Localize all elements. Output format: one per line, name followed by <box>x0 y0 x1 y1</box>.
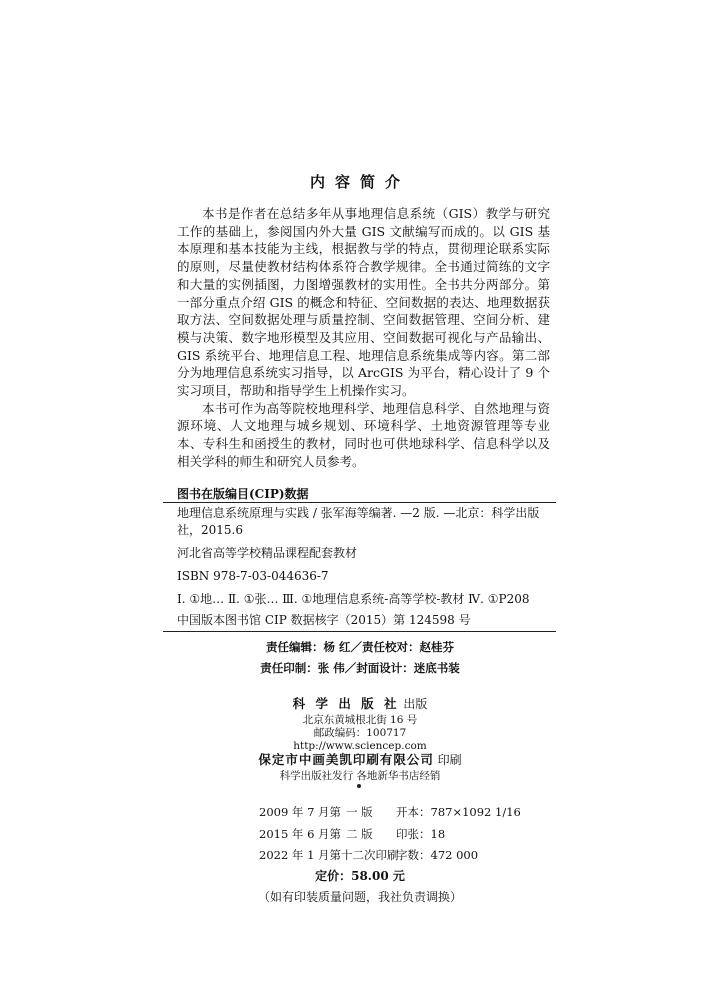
cip-series: 河北省高等学校精品课程配套教材 <box>177 546 358 560</box>
credits-editors: 责任编辑：杨 红／责任校对：赵桂芬 <box>265 640 454 654</box>
publisher-postcode: 邮政编码：100717 <box>313 727 407 739</box>
credits-production: 责任印制：张 伟／封面设计：迷底书装 <box>260 661 460 675</box>
printer-line <box>0 753 720 767</box>
cip-divider-bottom <box>163 631 556 632</box>
cip-divider-top <box>163 502 556 503</box>
publisher-name: 科 学 出 版 社 <box>292 696 400 711</box>
cip-record: 地理信息系统原理与实践 / 张军海等编著. —2 版. —北京：科学出版社，2015.6 <box>177 506 540 537</box>
edition-date: 2009 年 7 月第 <box>259 805 342 819</box>
page-title: 内容简介 <box>309 173 410 191</box>
printer-name: 保定市中画美凯印刷有限公司 <box>258 752 434 767</box>
edition-detail: 开本：787×1092 1/16 <box>396 805 521 819</box>
cip-isbn: ISBN 978-7-03-044636-7 <box>177 569 329 583</box>
summary-paragraph-2: 本书可作为高等院校地理科学、地理信息科学、自然地理与资源环境、人文地理与城乡规划、环境科学、土地资源管理等专业本、专科生和函授生的教材，同时也可供地球科学、信息科学以及相关学科的师生和研究人员参考。 <box>177 400 550 469</box>
quality-note: （如有印装质量问题，我社负责调换） <box>257 890 462 904</box>
distribution-line: 科学出版社发行 各地新华书店经销 <box>279 770 441 782</box>
cip-subjects: Ⅰ. ①地… Ⅱ. ①张… Ⅲ. ①地理信息系统-高等学校-教材 Ⅳ. ①P208 <box>177 592 530 606</box>
edition-row <box>259 847 566 863</box>
edition-detail: 印张：18 <box>396 827 446 841</box>
edition-row <box>259 826 566 842</box>
edition-label: 二 版 <box>346 827 373 841</box>
publisher-url: http://www.sciencep.com <box>293 740 427 752</box>
edition-row <box>259 804 566 820</box>
price: 定价：58.00 元 <box>315 869 405 883</box>
edition-detail: 字数：472 000 <box>396 848 479 862</box>
cip-check-number: 中国版本图书馆 CIP 数据核字（2015）第 124598 号 <box>177 613 471 627</box>
publisher-address: 北京东黄城根北街 16 号 <box>302 714 418 726</box>
summary-paragraph-1: 本书是作者在总结多年从事地理信息系统（GIS）教学与研究工作的基础上，参阅国内外大量 GIS 文献编写而成的。以 GIS 基本原理和基本技能为主线，根据教与学的特点，贯彻理论联系实际的原则，尽量使教材结构体系符合教学规律。全书通过简练的文字和大量的实例插图，力图增强教材的实用性。全书共分两部分。第一部分重点介绍 GIS 的概念和特征、空间数据的表达、地理数据获取方法、空间数据处理与质量控制、空间数据管理、空间分析、建模与决策、数字地形模型及其应用、空间数据可视化与产品输出、GIS 系统平台、地理信息工程、地理信息系统集成等内容。第二部分为地理信息系统实习指导，以 ArcGIS 为平台，精心设计了 9 个实习项目，帮助和指导学生上机操作实习。 <box>177 206 550 399</box>
edition-date: 2015 年 6 月第 <box>259 827 342 841</box>
publisher-suffix: 出版 <box>399 697 428 711</box>
printer-suffix: 印刷 <box>433 753 462 767</box>
publisher-line <box>0 697 720 711</box>
cip-title: 图书在版编目(CIP)数据 <box>177 487 309 501</box>
edition-label: 一 版 <box>346 805 373 819</box>
content-summary <box>177 205 550 471</box>
separator-dot <box>357 784 361 788</box>
edition-date: 2022 年 1 月第十二次印刷 <box>259 848 399 862</box>
